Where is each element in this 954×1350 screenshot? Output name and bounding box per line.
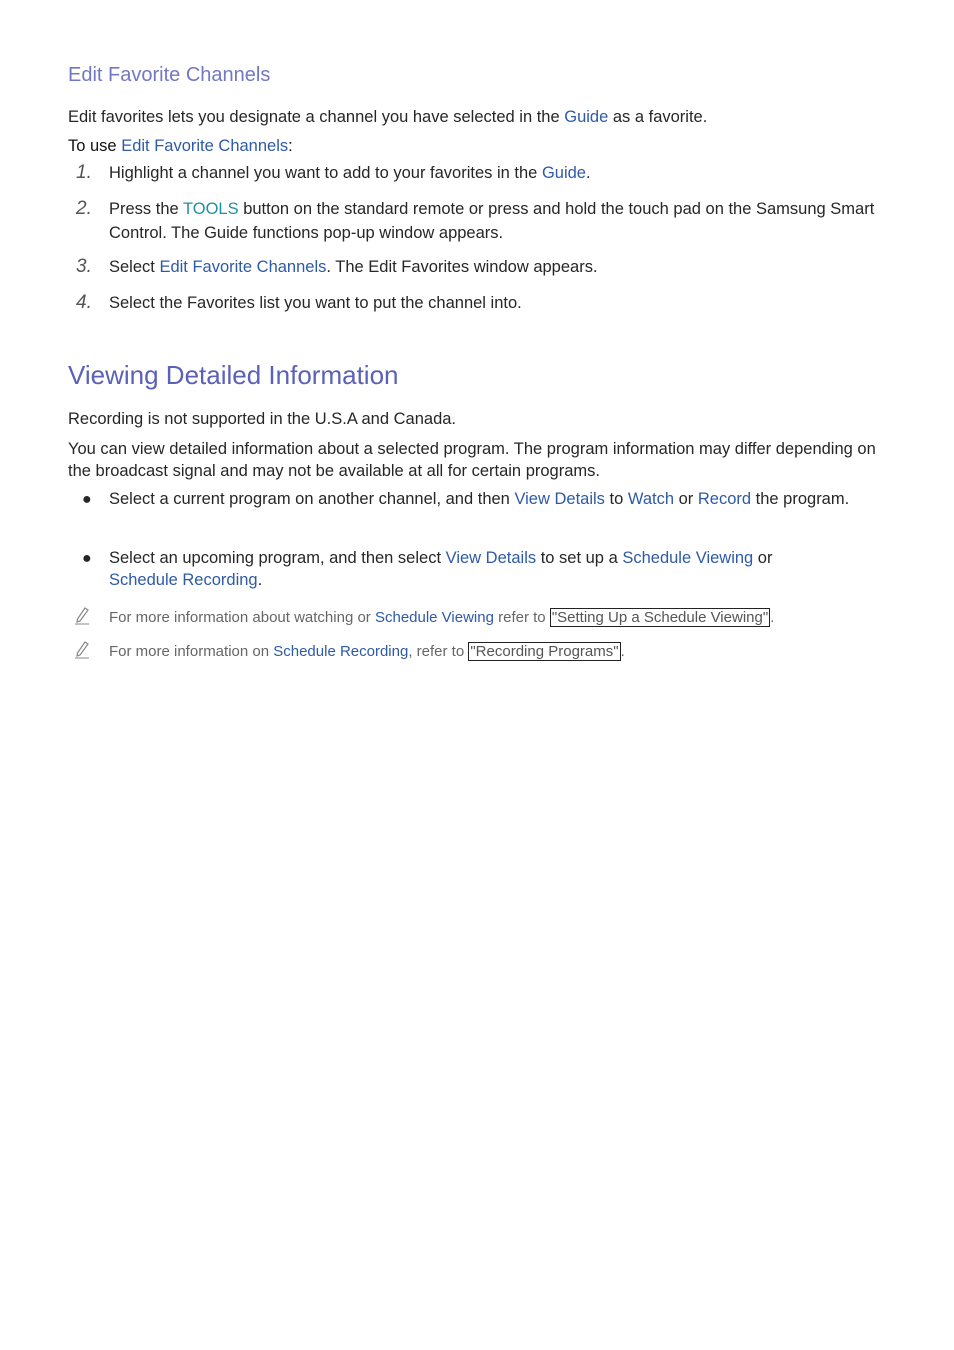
keyword-schedule-viewing: Schedule Viewing	[374, 609, 494, 626]
section-heading-edit-favorite-channels: Edit Favorite Channels	[68, 64, 271, 86]
to-use-line	[68, 135, 898, 157]
keyword-record: Record	[697, 490, 752, 508]
text: :	[288, 137, 293, 155]
text: Highlight a channel you want to add to your favorites in the	[109, 164, 542, 182]
bullet-dot-icon: ●	[82, 550, 92, 567]
text: To use	[68, 137, 122, 155]
step-number: 1.	[76, 162, 92, 183]
recording-note-paragraph: Recording is not supported in the U.S.A and Canada.	[68, 410, 456, 428]
step-number: 4.	[76, 292, 92, 313]
keyword-edit-favorite-channels: Edit Favorite Channels	[121, 137, 289, 155]
text: .	[620, 643, 625, 660]
link-recording-programs[interactable]: "Recording Programs"	[470, 643, 619, 660]
text: .	[770, 609, 775, 626]
text: Edit favorites lets you designate a channel you have selected in the	[68, 108, 565, 126]
step-text: Select the Favorites list you want to put the channel into.	[109, 294, 522, 312]
text: Select an upcoming program, and then select	[109, 549, 446, 567]
note-text	[109, 608, 774, 628]
text: .	[257, 571, 263, 589]
text: the program.	[751, 490, 850, 508]
keyword-schedule-recording: Schedule Recording	[273, 643, 409, 660]
text: refer to	[493, 609, 550, 626]
text: to	[604, 490, 628, 508]
keyword-view-details: View Details	[445, 549, 537, 567]
keyword-view-details: View Details	[514, 490, 605, 508]
text: button on the standard remote or press and hold the touch pad on the Samsung Smart Control. The Guide functions pop-up window appears.	[109, 200, 875, 242]
step-text	[109, 161, 899, 185]
keyword-watch: Watch	[627, 490, 675, 508]
text: Select a current program on another channel, and then	[109, 490, 515, 508]
intro-paragraph	[68, 106, 898, 128]
bullet-dot-icon: ●	[82, 491, 92, 508]
step-number: 3.	[76, 256, 92, 277]
note-text	[109, 642, 625, 662]
text: . The Edit Favorites window appears.	[326, 258, 598, 276]
keyword-schedule-viewing: Schedule Viewing	[622, 549, 754, 567]
pencil-note-icon	[74, 640, 90, 660]
bullet-text	[109, 488, 899, 511]
keyword-schedule-recording: Schedule Recording	[109, 571, 258, 589]
detail-paragraph: You can view detailed information about a selected program. The program information may differ depending on the broadcast signal and may not be available at all for certain programs.	[68, 440, 876, 480]
bullet-text	[109, 547, 899, 591]
section-heading-viewing-detailed-information: Viewing Detailed Information	[68, 360, 399, 390]
text: .	[585, 164, 591, 182]
text: to set up a	[536, 549, 623, 567]
pencil-note-icon	[74, 606, 90, 626]
text: or	[674, 490, 698, 508]
text: , refer to	[408, 643, 469, 660]
step-text	[109, 197, 899, 245]
link-setting-up-schedule-viewing[interactable]: "Setting Up a Schedule Viewing"	[551, 609, 769, 626]
text: as a favorite.	[608, 108, 708, 126]
text: For more information about watching or	[109, 609, 375, 626]
keyword-guide: Guide	[564, 108, 609, 126]
text: For more information on	[109, 643, 274, 660]
step-text	[109, 255, 899, 279]
keyword-tools: TOOLS	[182, 200, 239, 218]
keyword-edit-favorite-channels: Edit Favorite Channels	[159, 258, 327, 276]
text: Select	[109, 258, 160, 276]
step-number: 2.	[76, 198, 92, 219]
keyword-guide: Guide	[541, 164, 586, 182]
text: Press the	[109, 200, 183, 218]
text: or	[753, 549, 773, 567]
